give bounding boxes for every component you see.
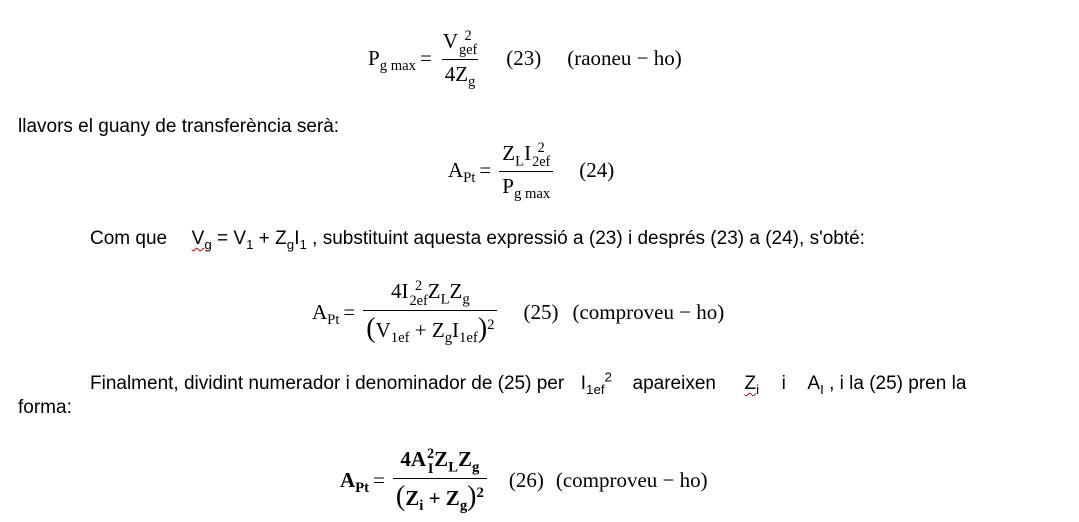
eq26-numerator: 4A 2 I $Z_LZ_g$ xyxy=(400,446,480,477)
text3-i1ef: $I_{1ef}^2$ xyxy=(580,369,612,397)
eq23-lhs: $P_{g max}$ xyxy=(368,45,416,74)
text3-part-d: , i la (25) pren la xyxy=(829,373,967,394)
paragraph-com-que xyxy=(90,228,865,250)
eq23-note: (raoneu − ho) xyxy=(567,45,682,70)
eq25-lhs: $A_{Pt}$ xyxy=(312,299,340,328)
paragraph-forma: forma: xyxy=(18,397,72,418)
text2-lead: Com que xyxy=(90,228,168,249)
eq24-equals: = xyxy=(479,157,492,182)
eq24-numerator: $Z_LI$ 2 2ef xyxy=(502,139,551,170)
eq26-denominator: $(Z_i + Z_g)^2$ xyxy=(393,478,487,513)
eq24-lhs: $A_{Pt}$ xyxy=(448,157,476,186)
text3-part-c: i xyxy=(781,373,786,394)
text2-eq: = V xyxy=(217,228,247,249)
text3-zi: $Z_i$ xyxy=(744,373,760,397)
eq24-fraction xyxy=(499,139,553,203)
text2-vg: $V_g$ xyxy=(191,228,212,252)
equation-24 xyxy=(448,136,614,204)
text2-plus: + Z xyxy=(258,228,287,249)
text2-v1-sub: 1 xyxy=(246,236,254,252)
equation-23 xyxy=(368,24,682,92)
eq25-denominator: $(V_{1ef} + Z_gI_{1ef})^2$ xyxy=(363,310,497,345)
equation-number-26: (26) xyxy=(508,467,544,492)
text2-rest: , substituint aquesta expressió a (23) i després (23) a (24), s'obté: xyxy=(312,228,865,249)
eq25-numerator: 4I 2 2ef $Z_LZ_g$ xyxy=(391,278,470,309)
equation-number-24: (24) xyxy=(579,157,615,182)
text3-ai: $A_I$ xyxy=(807,373,824,397)
eq23-equals: = xyxy=(420,45,432,70)
eq24-denominator: $P_{g max}$ xyxy=(499,171,553,199)
text2-i-sub: 1 xyxy=(299,236,307,252)
text3-part-a: Finalment, dividint numerador i denominador de (25) per xyxy=(90,373,565,394)
eq26-equals: = xyxy=(373,467,385,492)
equation-number-25: (25) xyxy=(523,299,559,324)
paragraph-llavors: llavors el guany de transferència serà: xyxy=(18,116,340,137)
equation-26 xyxy=(340,440,708,520)
text2-z-sub: g xyxy=(286,236,295,252)
eq23-numerator: V 2 gef xyxy=(442,27,478,58)
eq26-fraction xyxy=(393,447,487,513)
eq25-note: (comproveu − ho) xyxy=(572,299,725,324)
eq23-fraction xyxy=(440,27,480,91)
text2-i: I xyxy=(294,228,300,249)
equation-number-23: (23) xyxy=(506,45,542,70)
eq26-note: (comproveu − ho) xyxy=(555,467,708,492)
eq25-fraction xyxy=(363,279,497,345)
eq25-equals: = xyxy=(343,299,356,324)
paragraph-finalment xyxy=(90,369,1066,397)
eq23-denominator: $4Z_g$ xyxy=(442,59,479,87)
equation-25 xyxy=(312,272,724,352)
eq26-lhs: $A_{Pt}$ xyxy=(340,467,370,496)
text3-part-b: apareixen xyxy=(632,373,716,394)
